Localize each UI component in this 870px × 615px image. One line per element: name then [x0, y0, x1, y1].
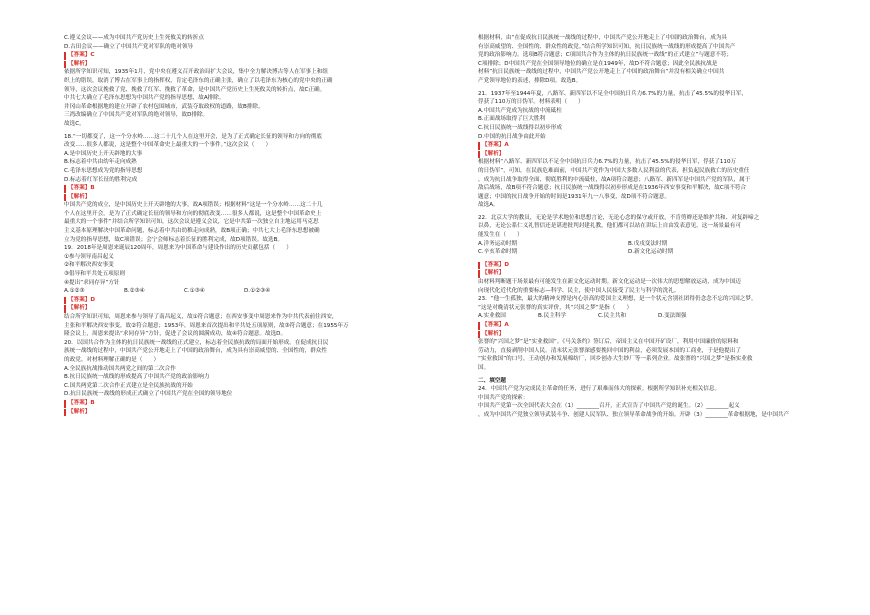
q22-options [478, 240, 778, 257]
q23-stem: 23．“他一生孤独，最大的精神支撑是内心崇高的爱国主义理想，是一个状元含别社团得仍念念不忘的兴国之梦。 [478, 296, 757, 303]
q23-analysis-line: “实业救国”的口号，王动创办和发展棉纺厂，回乡创办大生纱厂等一系列企业。故张謇的“兴国之梦”是指实业救 [478, 356, 753, 363]
q21-option-b: B.正面战场取得了巨大胜利 [478, 116, 546, 123]
q18-option-a: A.是中国历史上开天辟地的大事 [64, 150, 143, 157]
q20-analysis-line: 产党领导地位的表述，排除D项。故选B。 [478, 77, 582, 84]
q24-blank-line: 中国共产党第一次全国代表大会在（1）________召开，正式宣告了中国共产党的诞生。（2）________起义 [478, 403, 740, 410]
q19-item: ④提出“求同存异”方针 [64, 279, 120, 286]
q20-option-a: A.全民族抗战推动国共两党之间的第二次合作 [64, 365, 176, 372]
q20-stem: 20．以国共合作为主体的抗日民族统一战线的正式建立，标志着全民族抗战的局面开始形成。在促成抗日民 [64, 339, 329, 346]
q20-analysis-label: 【解析】 [64, 409, 90, 417]
q21-answer: 【答案】A [478, 142, 509, 150]
q22-answer: 【答案】D [478, 262, 509, 270]
q21-option-a: A.中国共产党成为抗战的中流砥柱 [478, 107, 562, 114]
q21-stem: 俘获了110万的日伪军。材料表明（ ） [478, 99, 584, 106]
right-column [478, 34, 870, 606]
q22-analysis-line: 向现代化近代化的重要标志—科学、民主，使中国人民接受了民主与科学的洗礼。 [478, 287, 680, 294]
q19-analysis-line: 主张和平解决西安事变，故②符合题意；1953年，周恩来首次提出和平共处五项原则，故③符合题意；在1955年万 [64, 322, 349, 329]
q18-option-b: B.标志着中共由幼年走向成熟 [64, 159, 137, 166]
q17-analysis-line: 井冈山革命根据地的建立开辟了农村包围城市，武装夺取政权的道路，故B排除。 [64, 103, 264, 110]
q23-options [478, 312, 718, 321]
q22-option-a: A.洋务运动时期 [478, 240, 518, 247]
q22-option-c: C.辛亥革命时期 [478, 249, 518, 256]
q19-analysis-line: 隆会议上，周恩来提出“求同存异”方针，促进了会议的圆满成功，故④符合题意。故选D。 [64, 331, 287, 338]
q22-stem: 以鼻，无论公系仁义礼智信还是谌进批判封建礼教，他们都可以站在讲坛上自由发表意见。这一场景最有可 [478, 223, 741, 230]
q21-option-c: C.抗日民族统一战线得以初步形成 [478, 124, 562, 131]
left-column [64, 34, 458, 606]
q22-option-b: B.戊戌变法时期 [628, 240, 668, 247]
q24-intro: 中国共产党的探索： [478, 394, 529, 401]
q20-analysis-line: 党的政治影响力。选项B符合题意；C项国共合作为主体的抗日民族统一战线“的正式建立”与题意不符； [478, 52, 733, 59]
q20-stem: 族统一战线的过程中，中国共产党公开地走上了中国的政治舞台，成为具有崇高威望的、全国性的，群众性 [64, 348, 327, 355]
q23-analysis-line: 张謇的“兴国之梦”是“实业救国”。《马关条约》签订后，帝国主义在中国开矿设厂，利用中国廉价的原料和 [478, 339, 739, 346]
q18-stem: 改变……很多人都说，这是整个中国革命史上最重大的一个事件。”这次会议（ ） [64, 142, 272, 149]
q23-option-a: A.实业救国 [478, 313, 506, 320]
q19-analysis-line: 结合所学知识可知，周恩来参与领导了南昌起义，故①符合题意；在西安事变中周恩来作为中共代表前往西安， [64, 314, 338, 320]
q23-analysis-line: 国。 [478, 364, 490, 371]
q17-analysis-line: 三湾改编确立了中国共产党对军队的绝对领导，故D排除。 [64, 112, 209, 119]
q23-stem: ”这是对晚清状元张謇的真实评价，其“兴国之梦”是指（ ） [478, 304, 633, 311]
q19-option-b: B.②③④ [124, 288, 145, 295]
q17-option-d: D.古田会议——确立了中国共产党对军队的绝对领导 [64, 43, 194, 50]
q22-analysis-line: 由材料判断题干场景最有可能发生在新文化运动时期。新文化运动是一次伟大的思想解放运动，成为中国迈 [478, 279, 741, 286]
q21-stem: 21．1937年至1944年夏，八路军、新四军以不足全中国抗日兵力6.7%的力量，抗击了45.5%的侵华日军， [478, 90, 747, 97]
q19-options [64, 287, 304, 296]
q19-option-c: C.①③④ [184, 288, 205, 295]
q17-analysis-label: 【解析】 [64, 61, 90, 69]
q17-option-c: C.遵义会议——成为中国共产党历史上生死攸关的转折点 [64, 35, 204, 41]
q17-analysis-line: 领导，这次会议挽救了党、挽救了红军、挽救了革命，是中国共产党历史上生死攸关的转折点，故C正确。 [64, 86, 326, 93]
q21-analysis-line: ，成为抗日战争取得全面、彻底胜利的中流砥柱，故A项符合题意；八路军、新四军是中国共产党的军队，属于 [478, 176, 751, 183]
section-title-fill-in: 二、填空题 [478, 377, 506, 384]
q17-analysis-line: 依据所学知识可知，1935年1月，党中央在遵义召开政治局扩大会议，集中全力解决博古等人在军事上和组 [64, 69, 328, 76]
q18-answer: 【答案】B [64, 185, 95, 193]
q20-option-c: C.国共两党第二次合作正式建立是全民族抗战的开始 [64, 382, 193, 389]
q18-option-c: C.毛泽东思想成为党的指导思想 [64, 167, 143, 174]
q22-option-d: D.新文化运动时期 [628, 249, 674, 256]
q18-stem: 18.“一切都变了，这一个分水岭……这二十几个人在这里开会，是为了正式确定长征的领导和方向的彻底 [64, 133, 322, 140]
q19-item: ③倡导和平共处五项原则 [64, 271, 125, 278]
q19-item: ①参与领导南昌起义 [64, 253, 114, 260]
q19-option-a: A.①②③ [64, 288, 85, 295]
q24-stem: 24．中国共产党为完成民主革命的任务，进行了艰难而伟大的探索。根据所学知识补充相关信息。 [478, 386, 721, 393]
q17-analysis-line: 中共七大确立了毛泽东思想为中国共产党的指导思想，故A排除。 [64, 95, 225, 102]
q24-blank-line: ，成为中国共产党独立领导武装斗争、创建人民军队、独立领导革命战争的开始。开辟（3）________革命根据地，是中国共产 [478, 411, 790, 418]
q17-analysis-line: 织上的错误，取消了博古在军事上的指挥权，肯定毛泽东的正确主张，确立了以毛泽东为核心的党中央的正确 [64, 77, 333, 84]
q20-option-d: D.抗日民族统一战线的形成正式确立了中国共产党在全国的领导地位 [64, 391, 233, 398]
q18-analysis-line: 立为党的指导思想，故C项错误；会宁会师标志着长征的胜利完成，故D项错误。故选B。 [64, 236, 284, 243]
q21-analysis-label: 【解析】 [478, 151, 504, 159]
q17-analysis-line: 故选C。 [64, 120, 85, 127]
q21-analysis-line: 的日伪军”，可知，在民族危难面前，中国共产党作为中国大多数人民利益的代表，担负起民族救亡的历史重任 [478, 167, 750, 174]
q22-stem: 22．北京大学的教员，无论是学术地位和思想言论，无论心念的保守或开放，不肯剪辫还是维护共和、对复辟啼之 [478, 214, 760, 221]
q18-analysis-line: 中国共产党的成立，是中国历史上开天辟地的大事，故A项错误；根据材料“这是一个分水岭……这二十几 [64, 202, 323, 209]
q23-option-c: C.民主共和 [598, 313, 627, 320]
q21-analysis-line: 敌后战场，故B项不符合题意；抗日民族统一战线得以初步形成是在1936年西安事变和平解决，故C项不符合 [478, 185, 747, 192]
q20-stem: 的政党。对材料理解正确的是（ ） [64, 356, 160, 363]
q21-option-d: D.中国的抗日战争由此开始 [478, 133, 546, 140]
q20-analysis-line: C项排除；D中国共产党在全国领导地位的确立是在1949年，故D不符合题意；因此全民族抗战是 [478, 60, 718, 67]
q20-analysis-line: 材料”抗日民族统一战线的过程中，中国共产党公开地走上了中国的政治舞台”并没有相关确立中国共 [478, 69, 725, 76]
q23-answer: 【答案】A [478, 322, 509, 330]
q21-analysis-line: 根据材料“八路军、新四军以不足全中国抗日兵力6.7%的力量，抗击了45.5%的侵华日军，俘获了110万 [478, 159, 737, 166]
q22-stem: 能发生在（ ） [478, 232, 523, 239]
q19-answer: 【答案】D [64, 297, 95, 305]
q23-analysis-label: 【解析】 [478, 331, 504, 339]
q20-option-b: B.抗日民族统一战线的形成提高了中国共产党的政治影响力 [64, 374, 210, 381]
q18-analysis-label: 【解析】 [64, 194, 90, 202]
q19-stem: 19．2018年是周恩来诞辰120周年，周恩来为中国革命与建设作出的历史贡献包括（ ） [64, 245, 292, 252]
q23-option-d: D.变法图强 [658, 313, 687, 320]
q18-option-d: D.标志着红军长征的胜利完成 [64, 176, 138, 183]
q17-answer: 【答案】C [64, 52, 94, 60]
q18-analysis-line: 最重大的一个事件”并结合所学知识可知，这次会议是遵义会议，它是中共第一次独立自主地运用马克思 [64, 219, 319, 226]
q20-analysis-line: 根据材料，由“在促成抗日民族统一战线的过程中，中国共产党公开地走上了中国的政治舞台，成为具 [478, 35, 728, 41]
q22-analysis-label: 【解析】 [478, 270, 504, 278]
q18-analysis-line: 个人在这里开会，是为了正式确定长征的领导和方向的彻底改变……很多人都说，这是整个中国革命史上 [64, 210, 322, 217]
q20-answer: 【答案】B [64, 400, 95, 408]
q23-analysis-line: 劳动力，直接剥削中国人民。清末状元张謇深感要挽回中国的利益，必须发展本国的工商业，于是他提出了 [478, 347, 741, 354]
q20-analysis-line: 有崇高威望的、全国性的、群众性的政党。”结合所学知识可知，抗日民族统一战线的形成提高了中国共产 [478, 43, 736, 50]
q21-analysis-line: 故选A。 [478, 202, 499, 209]
q19-analysis-label: 【解析】 [64, 305, 90, 313]
q21-analysis-line: 题意；中国的抗日战争开始的时间是1931年九一八事变，故D项不符合题意。 [478, 193, 670, 200]
q18-analysis-line: 主义基本原理解决中国革命问题，标志着中共由幼稚走向成熟，故B项正确；中共七大上毛泽东思想被确 [64, 228, 320, 235]
q23-option-b: B.民主科学 [538, 313, 566, 320]
q19-option-d: D.①②③④ [244, 288, 271, 295]
q19-item: ②和平解决西安事变 [64, 262, 114, 269]
